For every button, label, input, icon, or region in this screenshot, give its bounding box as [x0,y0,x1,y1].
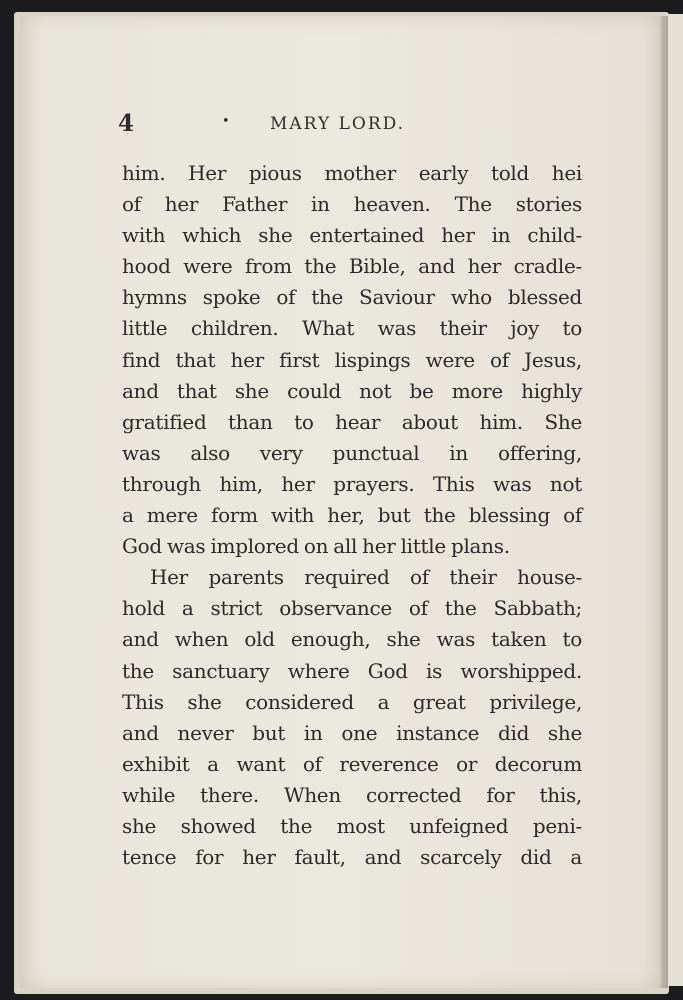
adjacent-page-edge [667,14,683,986]
text-line: gratified than to hear about him. She [122,409,582,434]
running-header [118,110,438,140]
text-line: God was implored on all her little plans. [122,534,510,559]
text-line: and never but in one instance did she [122,720,582,745]
gutter-shadow [660,16,668,988]
text-line: hymns spoke of the Saviour who blessed [122,285,582,310]
text-line: him. Her pious mother early told hei [122,161,582,185]
text-line: tence for her fault, and scarcely did a [122,845,582,870]
text-line: of her Father in heaven. The stories [122,192,582,217]
text-line: hood were from the Bible, and her cradle- [122,254,582,279]
text-line: the sanctuary where God is worshipped. [122,658,582,683]
text-line: through him, her prayers. This was not [122,471,582,496]
header-ornament: • [222,114,230,129]
text-line: with which she entertained her in child- [122,223,582,248]
text-line: and when old enough, she was taken to [122,627,582,652]
body-text [122,158,582,873]
text-line: exhibit a want of reverence or decorum [122,751,582,776]
text-line: and that she could not be more highly [122,378,582,403]
text-line: a mere form with her, but the blessing of [122,503,582,528]
text-line: while there. When corrected for this, [122,782,582,807]
page-number: 4 [118,110,135,137]
text-line: This she considered a great privilege, [122,689,582,714]
text-line: little children. What was their joy to [122,316,582,341]
text-line: she showed the most unfeigned peni- [122,813,582,838]
text-line: was also very punctual in offering, [122,440,582,465]
text-line: Her parents required of their house- [150,565,582,590]
text-line: hold a strict observance of the Sabbath; [122,596,582,621]
running-title: MARY LORD. [270,114,406,134]
text-line: find that her first lispings were of Jesus, [122,347,582,372]
